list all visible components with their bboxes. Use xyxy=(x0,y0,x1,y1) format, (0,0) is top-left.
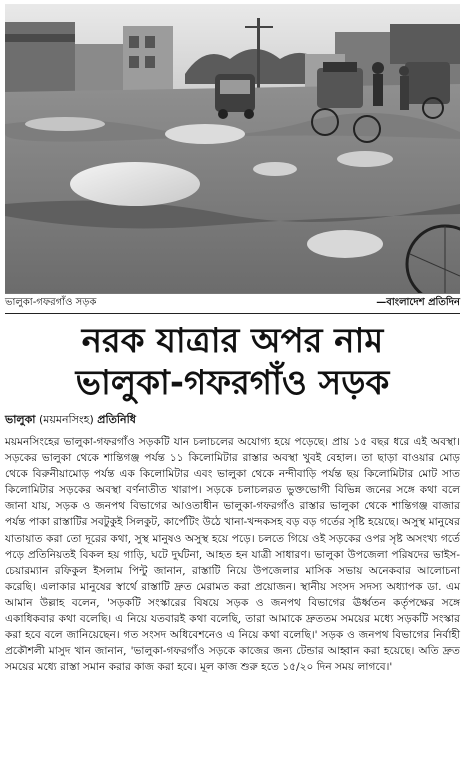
article-paragraph: ময়মনসিংহের ভালুকা-গফরগাঁও সড়কটি যান চলাচলের অযোগ্য হয়ে পড়েছে। প্রায় ১৫ বছর ধরে এই অবস্থা। সড়কের ভালুকা থেকে শান্তিগঞ্জ পর্যন্ত ১১ কিলোমিটার রাস্তার অবস্থা খুবই বেহাল। তা ছাড়া বাওয়ার মোড় থেকে বিরুনীয়ামোড় পর্যন্ত এক কিলোমিটার এবং ভালুকা থেকে নন্দীবাড়ি পর্যন্ত ছয় কিলোমিটার মোট সাত কিলোমিটার সড়কের অবস্থা বর্ণনাতীত খারাপ। সড়কে চলাচলরত ভুক্তভোগী বিভিন্ন জনের সঙ্গে কথা বলে জানা যায়, সড়ক ও জনপথ বিভাগের আওতাধীন ভালুকা-গফরগাঁও রাস্তার ভালুকা থেকে শান্তিগঞ্জ বাজার পর্যন্ত পাকা রাস্তাটির সবটুকুই সিলকুট, কার্পেটিং উঠে খানা-খন্দকসহ বড় বড় গর্তের সৃষ্টি হয়েছে। অসুস্থ মানুষের যাতায়াত করা তো দূরের কথা, সুস্থ মানুষও অসুস্থ হয়ে পড়ে। চলতে গিয়ে ওই সড়কের ওপর সৃষ্ট অসংখ্য গর্তে পড়ে প্রতিনিয়তই বিকল হয় গাড়ি, ঘটে দুর্ঘটনা, আহত হন যাত্রী সাধারণ। ভালুকা উপজেলা পরিষদের ভাইস-চেয়ারম্যান রফিকুল ইসলাম পিন্টু জানান, রাস্তাটি নিয়ে উপজেলার মাসিক সভায় অনেকবার আলোচনা করেছি। এলাকার মানুষের স্বার্থে রাস্তাটি দ্রুত মেরামত করা প্রয়োজন। স্থানীয় সংসদ সদস্য অধ্যাপক ডা. এম আমান উল্লাহ বলেন, 'সড়কটি সংস্কারের বিষয়ে সড়ক ও জনপথ বিভাগের ঊর্ধ্বতন কর্তৃপক্ষের সঙ্গে একাধিকবার কথা বলেছি। এ নিয়ে যতবারই কথা বলেছি, তারা আমাকে দ্রুততম সময়ের মধ্যে সড়কটি সংস্কার করা হবে বলে জানিয়েছেন। গত সংসদ অধিবেশনেও এ নিয়ে কথা বলেছি।' সড়ক ও জনপথ বিভাগের নির্বাহী প্রকৌশলী মাসুদ খান জানান, 'ভালুকা-গফরগাঁও সড়কে কাজের জন্য টেন্ডার আহ্বান করা হয়েছে। অতি দ্রুত সময়ের মধ্যে রাস্তা সমান করার কাজ করা হবে। মূল কাজ শুরু হতে ১৫/২০ দিন সময় লাগবে।' xyxy=(5,436,460,674)
photo-caption: ভালুকা-গফরগাঁও সড়ক xyxy=(5,297,97,308)
byline-role: প্রতিনিধি xyxy=(97,413,136,426)
news-photo xyxy=(5,4,460,294)
divider-rule xyxy=(5,313,460,314)
byline-district: (ময়মনসিংহ) xyxy=(38,413,94,426)
byline xyxy=(5,412,460,428)
headline xyxy=(5,320,460,404)
byline-place: ভালুকা xyxy=(5,413,36,426)
headline-line-2: ভালুকা-গফরগাঁও সড়ক xyxy=(75,363,390,403)
road-photo-illustration xyxy=(5,4,460,293)
photo-caption-row xyxy=(5,296,460,310)
headline-line-1: নরক যাত্রার অপর নাম xyxy=(81,321,384,361)
photo-credit: —বাংলাদেশ প্রতিদিন xyxy=(376,297,460,308)
article-body xyxy=(5,434,460,675)
